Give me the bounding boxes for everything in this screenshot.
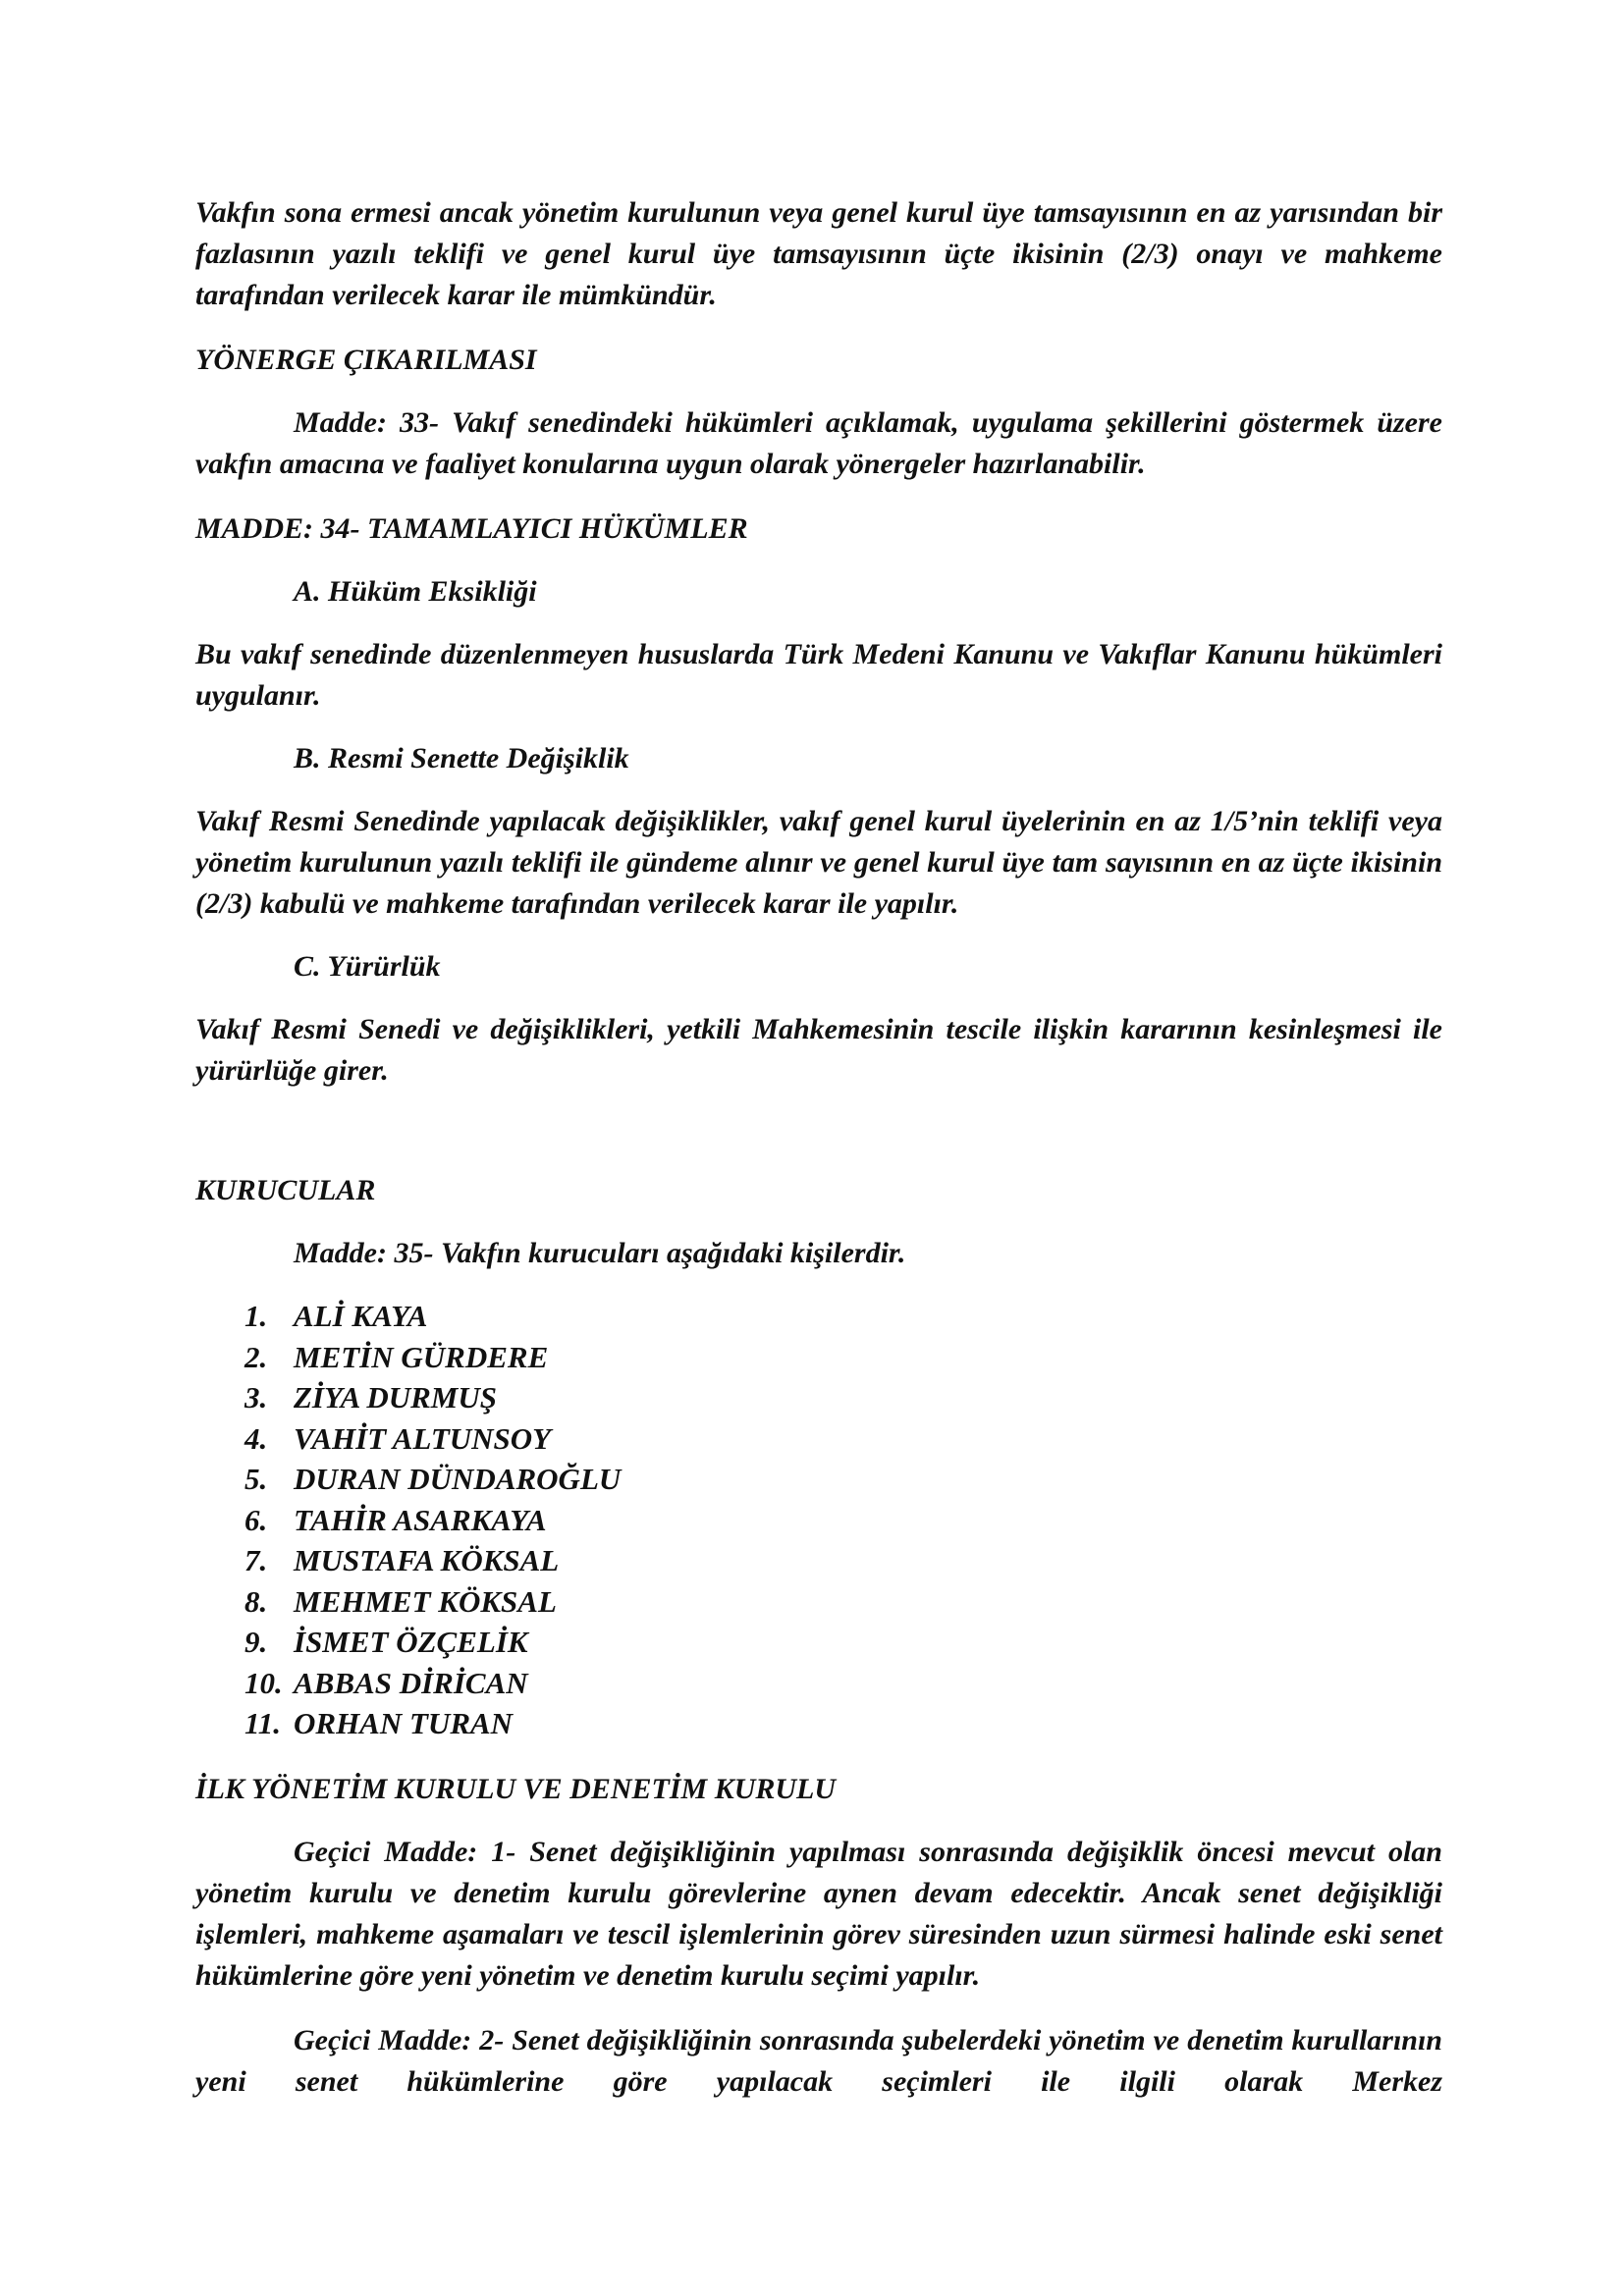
temporary-article-1: Geçici Madde: 1- Senet değişikliğinin yapılması sonrasında değişiklik öncesi mevcut olan yönetim kurulu ve denetim kurulu görevlerine aynen devam edecektir. Ancak senet değişikliği işlemleri, mahkeme aşamaları ve tescil işlemlerinin görev süresinden uzun sürmesi halinde eski senet hükümlerine göre yeni yönetim ve denetim kurulu seçimi yapılır. bbox=[195, 1836, 1442, 1992]
temporary-article-2: Geçici Madde: 2- Senet değişikliğinin sonrasında şubelerdeki yönetim ve denetim kurullarının yeni senet hükümlerine göre yapılacak seçimleri ile ilgili olarak Merkez bbox=[195, 2024, 1442, 2098]
founder-item: 3. ZİYA DURMUŞ bbox=[244, 1377, 1442, 1418]
founder-name: ORHAN TURAN bbox=[294, 1706, 514, 1740]
subheading-a: A. Hüküm Eksikliği bbox=[294, 575, 537, 608]
founder-item: 6. TAHİR ASARKAYA bbox=[244, 1500, 1442, 1541]
section-heading-first-board: İLK YÖNETİM KURULU VE DENETİM KURULU bbox=[195, 1773, 837, 1805]
paragraph-c: Vakıf Resmi Senedi ve değişiklikleri, yetkili Mahkemesinin tescile ilişkin kararının kesinleşmesi ile yürürlüğe girer. bbox=[195, 1013, 1442, 1087]
section-heading-article-34: MADDE: 34- TAMAMLAYICI HÜKÜMLER bbox=[195, 512, 748, 545]
founder-item: 2. METİN GÜRDERE bbox=[244, 1337, 1442, 1378]
founder-name: MEHMET KÖKSAL bbox=[294, 1583, 557, 1619]
founder-name: İSMET ÖZÇELİK bbox=[294, 1625, 528, 1659]
founder-item: 4. VAHİT ALTUNSOY bbox=[244, 1418, 1442, 1460]
founders-list bbox=[195, 1296, 1442, 1744]
founder-name: ZİYA DURMUŞ bbox=[294, 1380, 497, 1415]
section-heading-yonerge: YÖNERGE ÇIKARILMASI bbox=[195, 344, 537, 376]
section-heading-founders: KURUCULAR bbox=[195, 1174, 376, 1206]
article-35: Madde: 35- Vakfın kurucuları aşağıdaki kişilerdir. bbox=[294, 1237, 906, 1269]
paragraph-a: Bu vakıf senedinde düzenlenmeyen hususlarda Türk Medeni Kanunu ve Vakıflar Kanunu hükümleri uygulanır. bbox=[195, 638, 1442, 712]
founder-item: 10. ABBAS DİRİCAN bbox=[244, 1663, 1442, 1704]
founder-item: 8. MEHMET KÖKSAL bbox=[244, 1581, 1442, 1623]
founder-item: 1. ALİ KAYA bbox=[244, 1296, 1442, 1337]
founder-name: ALİ KAYA bbox=[294, 1299, 428, 1333]
founder-item: 5. DURAN DÜNDAROĞLU bbox=[244, 1459, 1442, 1500]
founder-name: VAHİT ALTUNSOY bbox=[294, 1420, 552, 1456]
founder-name: DURAN DÜNDAROĞLU bbox=[294, 1462, 622, 1496]
paragraph-b: Vakıf Resmi Senedinde yapılacak değişiklikler, vakıf genel kurul üyelerinin en az 1/5’nin teklifi veya yönetim kurulunun yazılı teklifi ile gündeme alınır ve genel kurul üye tam sayısının en az üçte ikisinin (2/3) kabulü ve mahkeme tarafından verilecek karar ile yapılır. bbox=[195, 805, 1442, 920]
founder-item: 9. İSMET ÖZÇELİK bbox=[244, 1622, 1442, 1663]
founder-name: MUSTAFA KÖKSAL bbox=[294, 1543, 560, 1577]
dissolution-paragraph: Vakfın sona ermesi ancak yönetim kurulunun veya genel kurul üye tamsayısının en az yarısından bir fazlasının yazılı teklifi ve genel kurul üye tamsayısının üçte ikisinin (2/3) onayı ve mahkeme tarafından verilecek karar ile mümkündür. bbox=[195, 196, 1442, 311]
founder-item: 7. MUSTAFA KÖKSAL bbox=[244, 1540, 1442, 1581]
founder-item: 11. ORHAN TURAN bbox=[244, 1703, 1442, 1744]
founder-name: METİN GÜRDERE bbox=[294, 1339, 549, 1374]
founder-name: TAHİR ASARKAYA bbox=[294, 1502, 547, 1537]
article-33: Madde: 33- Vakıf senedindeki hükümleri açıklamak, uygulama şekillerini göstermek üzere vakfın amacına ve faaliyet konularına uygun olarak yönergeler hazırlanabilir. bbox=[195, 406, 1442, 480]
founder-name: ABBAS DİRİCAN bbox=[294, 1665, 528, 1700]
subheading-c: C. Yürürlük bbox=[294, 950, 441, 983]
subheading-b: B. Resmi Senette Değişiklik bbox=[294, 742, 629, 774]
